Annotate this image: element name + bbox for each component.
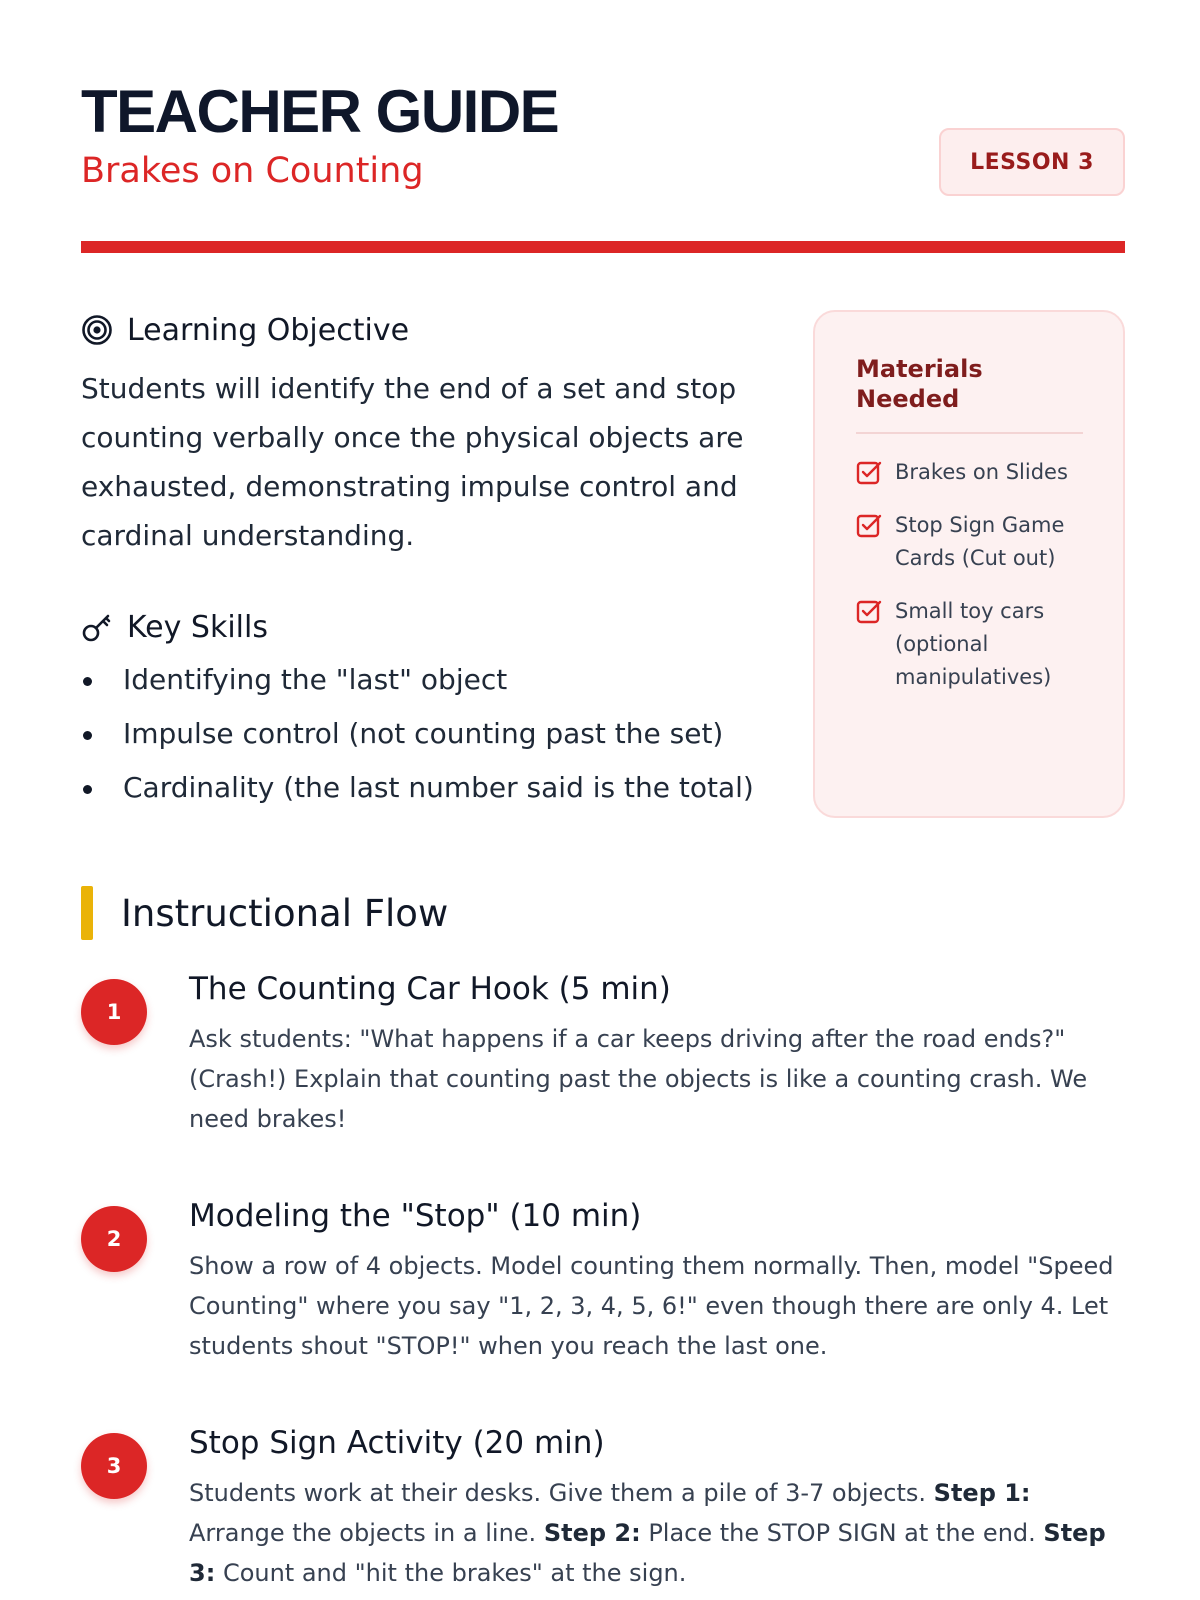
material-item-text: Brakes on Slides	[895, 460, 1068, 484]
step-title: The Counting Car Hook (5 min)	[189, 971, 671, 1007]
step-intro: Students work at their desks. Give them a pile of 3-7 objects.	[189, 1479, 927, 1507]
sub-step-label: Step 1:	[933, 1479, 1031, 1507]
sub-step-text: Count and "hit the brakes" at the sign.	[222, 1559, 687, 1587]
step-number-badge: 3	[81, 1433, 147, 1499]
material-item-text: Stop Sign Game Cards (Cut out)	[895, 513, 1065, 570]
learning-objective-text: Students will identify the end of a set and stop counting verbally once the physical objects are exhausted, demonstrating impulse control and cardinal understanding.	[81, 372, 744, 552]
target-icon	[81, 314, 113, 346]
header	[81, 78, 1125, 258]
step-description: Show a row of 4 objects. Model counting them normally. Then, model "Speed Counting" where you say "1, 2, 3, 4, 5, 6!" even though there are only 4. Let students shout "STOP!" when you reach the last one.	[189, 1252, 1114, 1360]
list-item	[856, 456, 1083, 489]
section-accent-bar	[81, 886, 93, 940]
sub-step-label: Step 3:	[189, 1519, 1106, 1587]
key-skills-heading	[81, 607, 268, 647]
sub-step-text: Arrange the objects in a line.	[189, 1519, 537, 1547]
step-number-badge: 2	[81, 1206, 147, 1272]
teacher-guide-page	[81, 0, 1125, 1600]
step-description: Ask students: "What happens if a car keeps driving after the road ends?" (Crash!) Explain that counting past the objects is like a counting crash. We need brakes!	[189, 1025, 1088, 1133]
materials-list	[856, 456, 1083, 694]
step-title: Modeling the "Stop" (10 min)	[189, 1198, 642, 1234]
materials-title: Materials Needed	[856, 354, 1083, 434]
step-title: Stop Sign Activity (20 min)	[189, 1425, 605, 1461]
learning-objective-heading	[81, 310, 409, 350]
checkbox-checked-icon	[856, 513, 882, 539]
materials-card	[813, 310, 1125, 818]
page-title: TEACHER GUIDE	[81, 78, 559, 145]
lesson-badge: LESSON 3	[939, 128, 1125, 196]
material-item-text: Small toy cars (optional manipulatives)	[895, 599, 1052, 689]
lesson-subtitle: Brakes on Counting	[81, 151, 424, 191]
key-skills-title: Key Skills	[127, 609, 268, 645]
checkbox-checked-icon	[856, 599, 882, 625]
list-item: Identifying the "last" object	[81, 662, 781, 698]
instructional-flow-title: Instructional Flow	[121, 891, 449, 935]
checkbox-checked-icon	[856, 460, 882, 486]
header-divider	[81, 241, 1125, 253]
step-number-badge: 1	[81, 979, 147, 1045]
list-item: Impulse control (not counting past the set)	[81, 716, 781, 752]
key-icon	[81, 611, 113, 643]
learning-objective-title: Learning Objective	[127, 312, 410, 348]
list-item	[856, 595, 1083, 694]
sub-step-label: Step 2:	[543, 1519, 641, 1547]
step-description	[189, 1473, 1125, 1593]
list-item	[856, 509, 1083, 575]
key-skills-list	[81, 662, 781, 824]
sub-step-text: Place the STOP SIGN at the end.	[648, 1519, 1036, 1547]
list-item: Cardinality (the last number said is the total)	[81, 770, 781, 806]
instructional-flow-heading	[81, 886, 448, 940]
